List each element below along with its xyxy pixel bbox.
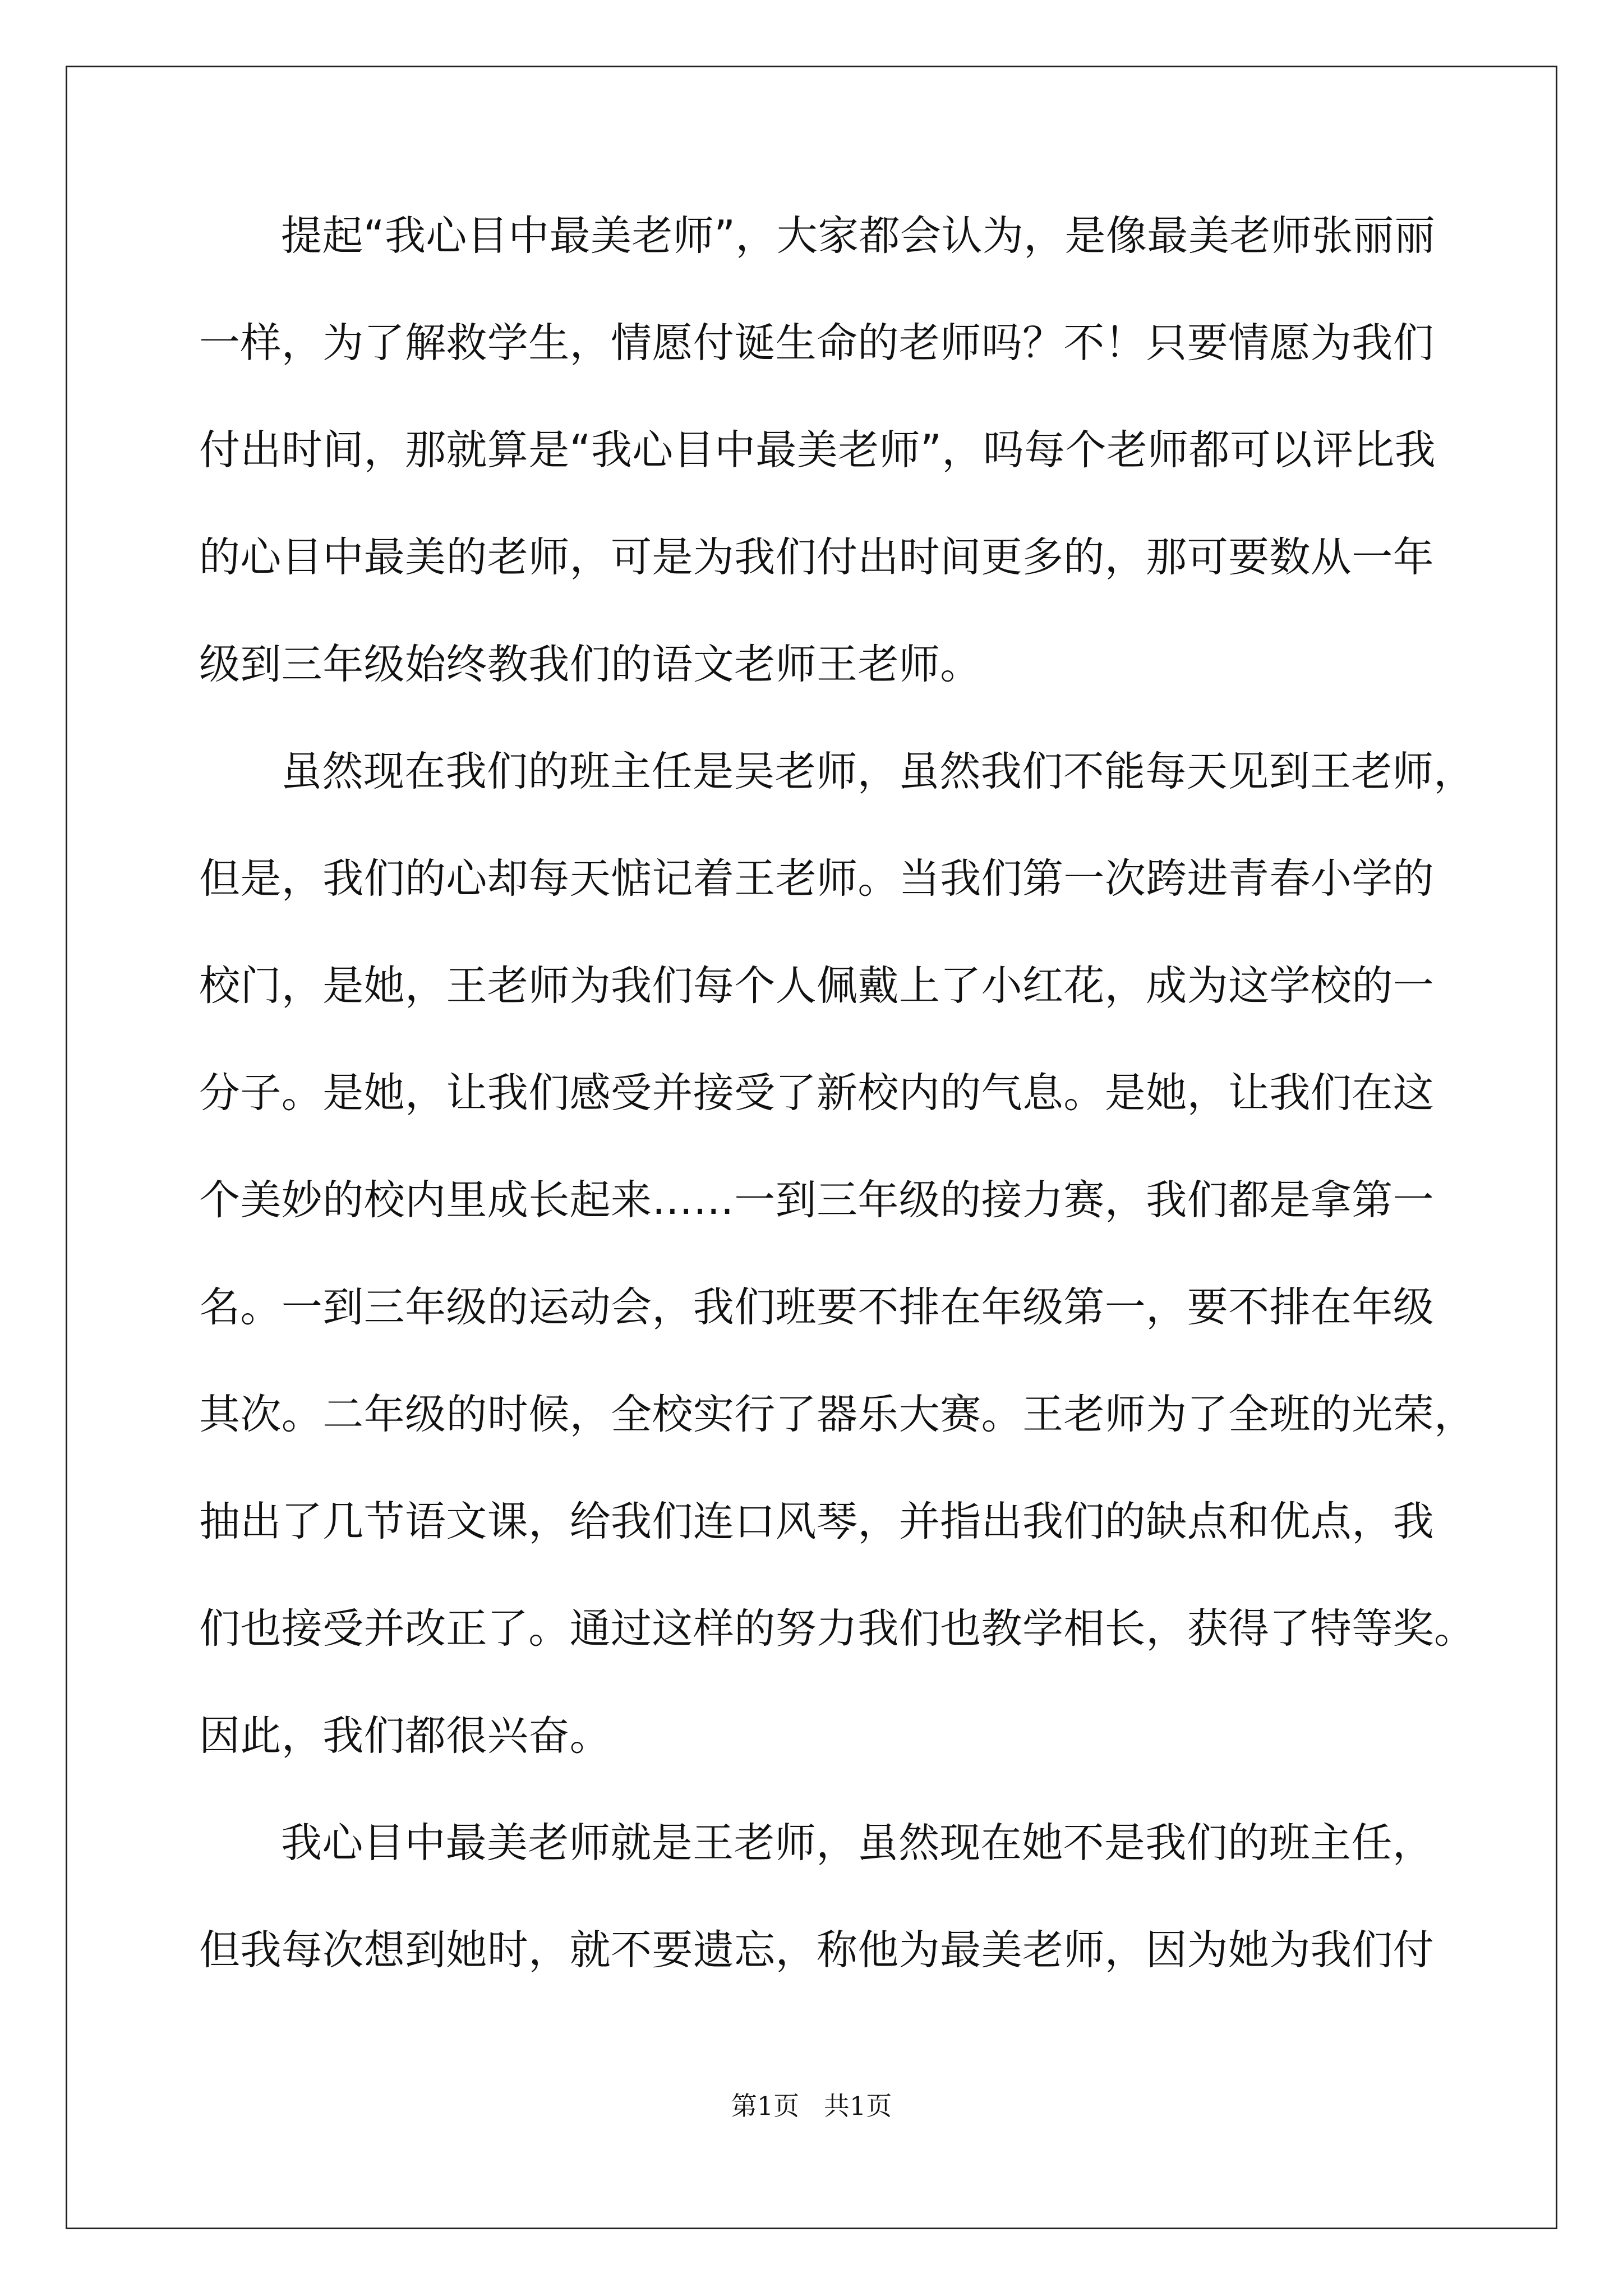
page-number-footer: 第1页 共1页 <box>731 2091 892 2121</box>
paragraph-3-line-1: 我心目中最美老师就是王老师，虽然现在她不是我们的班主任， <box>281 1819 1434 1867</box>
paragraph-1-line-3: 付出时间，那就算是“我心目中最美老师”，吗每个老师都可以评比我 <box>199 426 1436 474</box>
paragraph-1-line-1: 提起“我心目中最美老师”，大家都会认为，是像最美老师张丽丽 <box>281 212 1436 260</box>
paragraph-2-line-1: 虽然现在我们的班主任是吴老师，虽然我们不能每天见到王老师， <box>281 748 1475 795</box>
document-body <box>199 212 1476 2035</box>
paragraph-2-line-6: 名。一到三年级的运动会，我们班要不排在年级第一，要不排在年级 <box>199 1283 1434 1331</box>
paragraph-2-line-9: 们也接受并改正了。通过这样的努力我们也教学相长，获得了特等奖。 <box>199 1605 1476 1653</box>
paragraph-2-line-2: 但是，我们的心却每天惦记着王老师。当我们第一次跨进青春小学的 <box>199 855 1434 903</box>
paragraph-3-line-2: 但我每次想到她时，就不要遗忘，称他为最美老师，因为她为我们付 <box>199 1926 1434 1974</box>
paragraph-2-line-5: 个美妙的校内里成长起来……一到三年级的接力赛，我们都是拿第一 <box>199 1176 1434 1224</box>
paragraph-2-line-10: 因此，我们都很兴奋。 <box>199 1712 611 1760</box>
paragraph-1-line-5: 级到三年级始终教我们的语文老师王老师。 <box>199 641 981 688</box>
paragraph-2-line-4: 分子。是她，让我们感受并接受了新校内的气息。是她，让我们在这 <box>199 1069 1434 1117</box>
paragraph-1-line-2: 一样，为了解救学生，情愿付诞生命的老师吗？不！只要情愿为我们 <box>199 319 1434 367</box>
paragraph-1-line-4: 的心目中最美的老师，可是为我们付出时间更多的，那可要数从一年 <box>199 533 1434 581</box>
paragraph-2-line-7: 其次。二年级的时候，全校实行了器乐大赛。王老师为了全班的光荣， <box>199 1391 1476 1438</box>
paragraph-2-line-8: 抽出了几节语文课，给我们连口风琴，并指出我们的缺点和优点，我 <box>199 1498 1434 1545</box>
paragraph-2-line-3: 校门，是她，王老师为我们每个人佩戴上了小红花，成为这学校的一 <box>199 962 1434 1010</box>
